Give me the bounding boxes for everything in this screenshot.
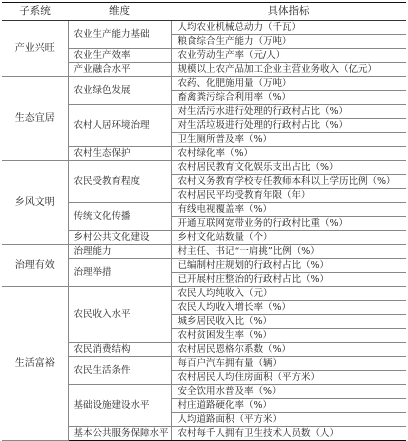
indicator-system-table — [2, 2, 406, 441]
dimension-cell: 农业生产效率 — [68, 49, 171, 63]
indicator-cell: 农村每千人拥有卫生技术人员数（人） — [171, 427, 406, 441]
indicator-cell: 人均农业机械总动力（千瓦） — [171, 21, 406, 35]
header-indicator: 具体指标 — [171, 3, 406, 21]
table-body — [2, 21, 406, 441]
indicator-cell: 规模以上农产品加工企业主营业务收入（亿元） — [171, 63, 406, 77]
dimension-cell: 农村生态保护 — [68, 147, 171, 161]
indicator-cell: 农民人均收入增长率（%） — [171, 301, 406, 315]
subsystem-cell: 产业兴旺 — [2, 21, 68, 77]
indicator-cell: 农村居民恩格尔系数（%） — [171, 343, 406, 357]
subsystem-cell: 治理有效 — [2, 245, 68, 287]
indicator-cell: 农村居民教育文化娱乐支出占比（%） — [171, 161, 406, 175]
indicator-cell: 农村居民平均受教育年限（年） — [171, 189, 406, 203]
indicator-cell: 农民人均纯收入（元） — [171, 287, 406, 301]
indicator-cell: 开通互联网宽带业务的行政村比重（%） — [171, 217, 406, 231]
table-header-row — [2, 3, 406, 21]
indicator-cell: 城乡居民收入比（%） — [171, 315, 406, 329]
table-row — [2, 21, 406, 35]
dimension-cell: 基本公共服务保障水平 — [68, 427, 171, 441]
dimension-cell: 农民受教育程度 — [68, 161, 171, 203]
indicator-cell: 已编制村庄规划的行政村占比（%） — [171, 259, 406, 273]
indicator-cell: 已开展村庄整治的行政村占比（%） — [171, 273, 406, 287]
indicator-cell: 农药、化肥施用量（万吨） — [171, 77, 406, 91]
dimension-cell: 治理能力 — [68, 245, 171, 259]
dimension-cell: 产业融合水平 — [68, 63, 171, 77]
indicator-cell: 安全饮用水普及率（%） — [171, 385, 406, 399]
indicator-cell: 对生活垃圾进行处理的行政村占比（%） — [171, 119, 406, 133]
indicator-cell: 畜禽粪污综合利用率（%） — [171, 91, 406, 105]
indicator-cell: 粮食综合生产能力（万吨） — [171, 35, 406, 49]
table-row — [2, 161, 406, 175]
dimension-cell: 农民消费结构 — [68, 343, 171, 357]
indicator-cell: 人均道路面积（平方米） — [171, 413, 406, 427]
table-row — [2, 245, 406, 259]
header-dimension: 维度 — [68, 3, 171, 21]
subsystem-cell: 生态宜居 — [2, 77, 68, 161]
subsystem-cell: 生活富裕 — [2, 287, 68, 441]
indicator-cell: 农业劳动生产率（元/人） — [171, 49, 406, 63]
indicator-cell: 农村绿化率（%） — [171, 147, 406, 161]
indicator-cell: 卫生厕所普及率（%） — [171, 133, 406, 147]
dimension-cell: 农民收入水平 — [68, 287, 171, 343]
indicator-cell: 村主任、书记“一肩挑”比例（%） — [171, 245, 406, 259]
dimension-cell: 基础设施建设水平 — [68, 385, 171, 427]
indicator-cell: 村庄道路硬化率（%） — [171, 399, 406, 413]
table-row — [2, 77, 406, 91]
dimension-cell: 农业生产能力基础 — [68, 21, 171, 49]
dimension-cell: 农村人居环境治理 — [68, 105, 171, 147]
indicator-cell: 农村贫困发生率（%） — [171, 329, 406, 343]
dimension-cell: 传统文化传播 — [68, 203, 171, 231]
indicator-cell: 乡村文化站数量（个） — [171, 231, 406, 245]
dimension-cell: 乡村公共文化建设 — [68, 231, 171, 245]
subsystem-cell: 乡风文明 — [2, 161, 68, 245]
indicator-cell: 农村居民人均住房面积（平方米） — [171, 371, 406, 385]
indicator-cell: 有线电视覆盖率（%） — [171, 203, 406, 217]
header-subsystem: 子系统 — [2, 3, 68, 21]
dimension-cell: 农业绿色发展 — [68, 77, 171, 105]
dimension-cell: 治理举措 — [68, 259, 171, 287]
indicator-cell: 对生活污水进行处理的行政村占比（%） — [171, 105, 406, 119]
indicator-cell: 农村义务教育学校专任教师本科以上学历比例（%） — [171, 175, 406, 189]
indicator-cell: 每百户汽车拥有量（辆） — [171, 357, 406, 371]
table-row — [2, 287, 406, 301]
dimension-cell: 农民生活条件 — [68, 357, 171, 385]
